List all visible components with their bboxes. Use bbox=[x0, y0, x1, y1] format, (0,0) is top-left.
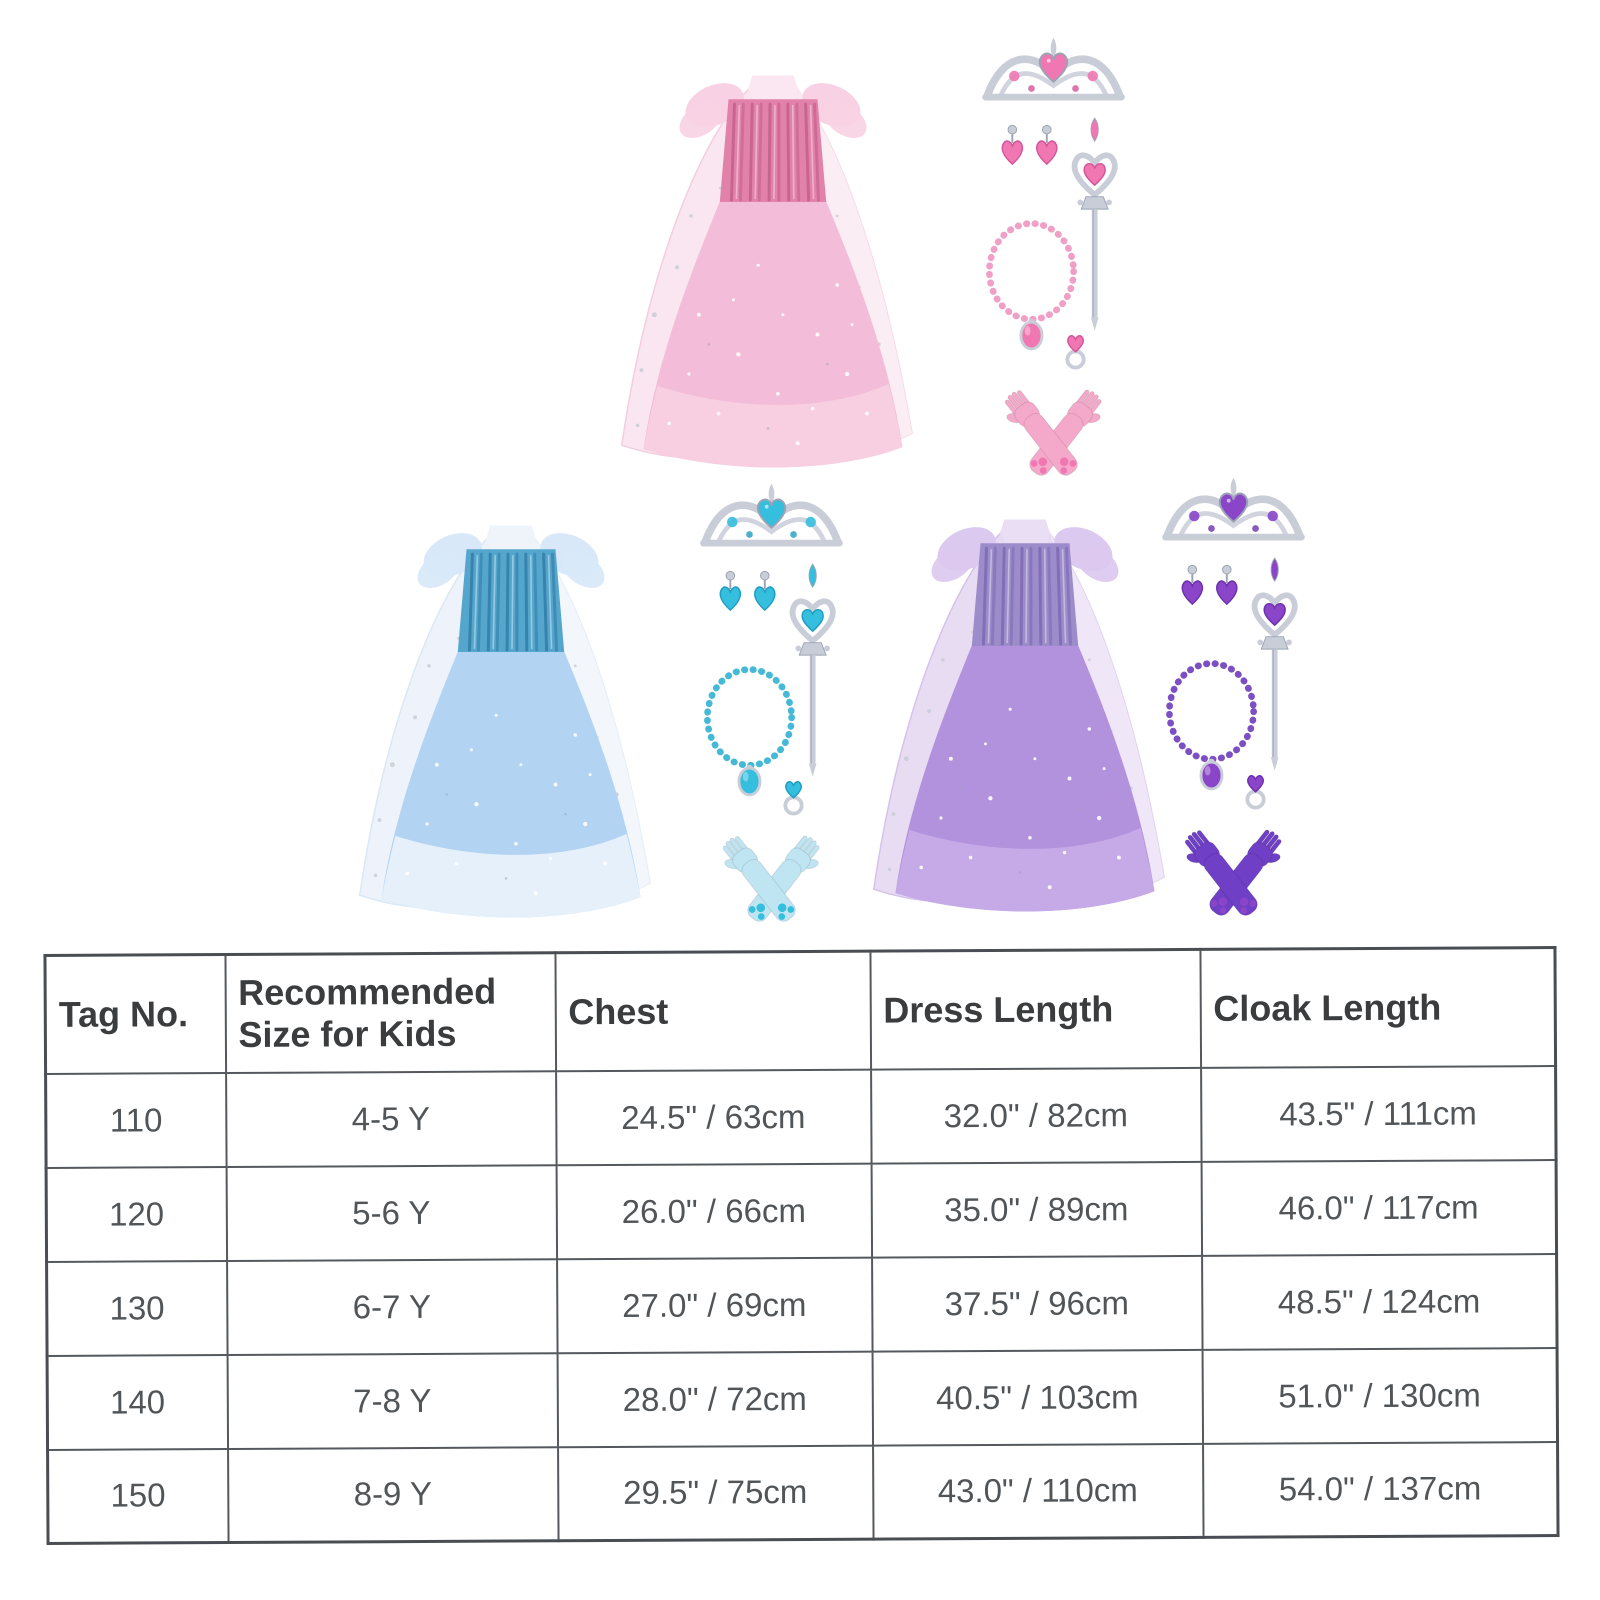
cell-dress-length: 43.0" / 110cm bbox=[873, 1443, 1203, 1539]
pink-princess-dress-set bbox=[600, 18, 1145, 480]
col-header-tag-no: Tag No. bbox=[45, 955, 226, 1074]
cell-recommended-size: 4-5 Y bbox=[226, 1071, 556, 1167]
size-row-130 bbox=[47, 1254, 1557, 1356]
cell-dress-length: 35.0" / 89cm bbox=[871, 1161, 1201, 1257]
accessories-illustration bbox=[1152, 472, 1315, 922]
cell-cloak-length: 51.0" / 130cm bbox=[1202, 1348, 1557, 1444]
cell-tag-no: 120 bbox=[46, 1167, 226, 1262]
gloves-icon bbox=[713, 833, 830, 928]
cell-recommended-size: 5-6 Y bbox=[226, 1165, 556, 1261]
cell-dress-length: 37.5" / 96cm bbox=[872, 1255, 1202, 1351]
magic-wand-icon bbox=[1255, 558, 1295, 771]
size-chart-table bbox=[43, 946, 1559, 1545]
dress-illustration bbox=[852, 462, 1198, 917]
tiara-icon bbox=[704, 484, 840, 543]
earrings-icon bbox=[1002, 125, 1057, 164]
cell-tag-no: 110 bbox=[46, 1073, 226, 1168]
dress-illustration bbox=[600, 18, 946, 473]
cell-tag-no: 150 bbox=[48, 1449, 228, 1544]
tiara-icon bbox=[986, 38, 1122, 97]
size-row-150 bbox=[48, 1442, 1558, 1544]
cell-chest: 26.0" / 66cm bbox=[556, 1163, 871, 1259]
cell-dress-length: 40.5" / 103cm bbox=[872, 1349, 1202, 1445]
ring-icon bbox=[1247, 776, 1263, 808]
size-row-110 bbox=[46, 1066, 1556, 1168]
dress-neck-panel bbox=[482, 525, 539, 551]
necklace-icon bbox=[707, 669, 791, 794]
magic-wand-icon bbox=[1075, 118, 1115, 331]
purple-princess-dress-set bbox=[852, 462, 1322, 944]
cell-cloak-length: 43.5" / 111cm bbox=[1201, 1066, 1556, 1162]
cell-cloak-length: 46.0" / 117cm bbox=[1201, 1160, 1556, 1256]
earrings-icon bbox=[1182, 565, 1237, 604]
tiara-icon bbox=[1166, 478, 1302, 537]
col-header-chest: Chest bbox=[555, 951, 871, 1071]
cell-recommended-size: 8-9 Y bbox=[228, 1447, 558, 1543]
cell-cloak-length: 48.5" / 124cm bbox=[1202, 1254, 1557, 1350]
cell-chest: 24.5" / 63cm bbox=[556, 1069, 871, 1165]
dress-neck-panel bbox=[996, 519, 1053, 545]
cell-tag-no: 140 bbox=[47, 1355, 227, 1450]
cell-cloak-length: 54.0" / 137cm bbox=[1203, 1442, 1558, 1538]
cell-chest: 28.0" / 72cm bbox=[557, 1351, 872, 1447]
cell-recommended-size: 6-7 Y bbox=[227, 1259, 557, 1355]
col-header-recommended-size: Recommended Size for Kids bbox=[225, 953, 556, 1073]
necklace-icon bbox=[989, 223, 1073, 348]
cell-tag-no: 130 bbox=[47, 1261, 227, 1356]
size-row-120 bbox=[46, 1160, 1556, 1262]
magic-wand-icon bbox=[793, 564, 833, 777]
gloves-icon bbox=[1175, 827, 1292, 922]
size-row-140 bbox=[47, 1348, 1557, 1450]
ring-icon bbox=[785, 782, 801, 814]
col-header-cloak-length: Cloak Length bbox=[1200, 948, 1556, 1068]
cell-chest: 29.5" / 75cm bbox=[558, 1445, 873, 1541]
dress-bodice bbox=[458, 549, 565, 654]
accessories-illustration bbox=[972, 32, 1135, 482]
dress-bodice bbox=[972, 543, 1079, 648]
dress-illustration bbox=[338, 468, 684, 923]
size-chart-header-row bbox=[45, 948, 1556, 1074]
dress-neck-panel bbox=[744, 75, 801, 101]
dress-bodice bbox=[720, 99, 827, 204]
cell-chest: 27.0" / 69cm bbox=[557, 1257, 872, 1353]
ring-icon bbox=[1067, 336, 1083, 368]
cell-recommended-size: 7-8 Y bbox=[227, 1353, 557, 1449]
accessories-illustration bbox=[690, 478, 853, 928]
necklace-icon bbox=[1169, 663, 1253, 788]
blue-princess-dress-set bbox=[338, 468, 853, 940]
col-header-dress-length: Dress Length bbox=[870, 949, 1201, 1069]
earrings-icon bbox=[720, 571, 775, 610]
cell-dress-length: 32.0" / 82cm bbox=[871, 1067, 1201, 1163]
